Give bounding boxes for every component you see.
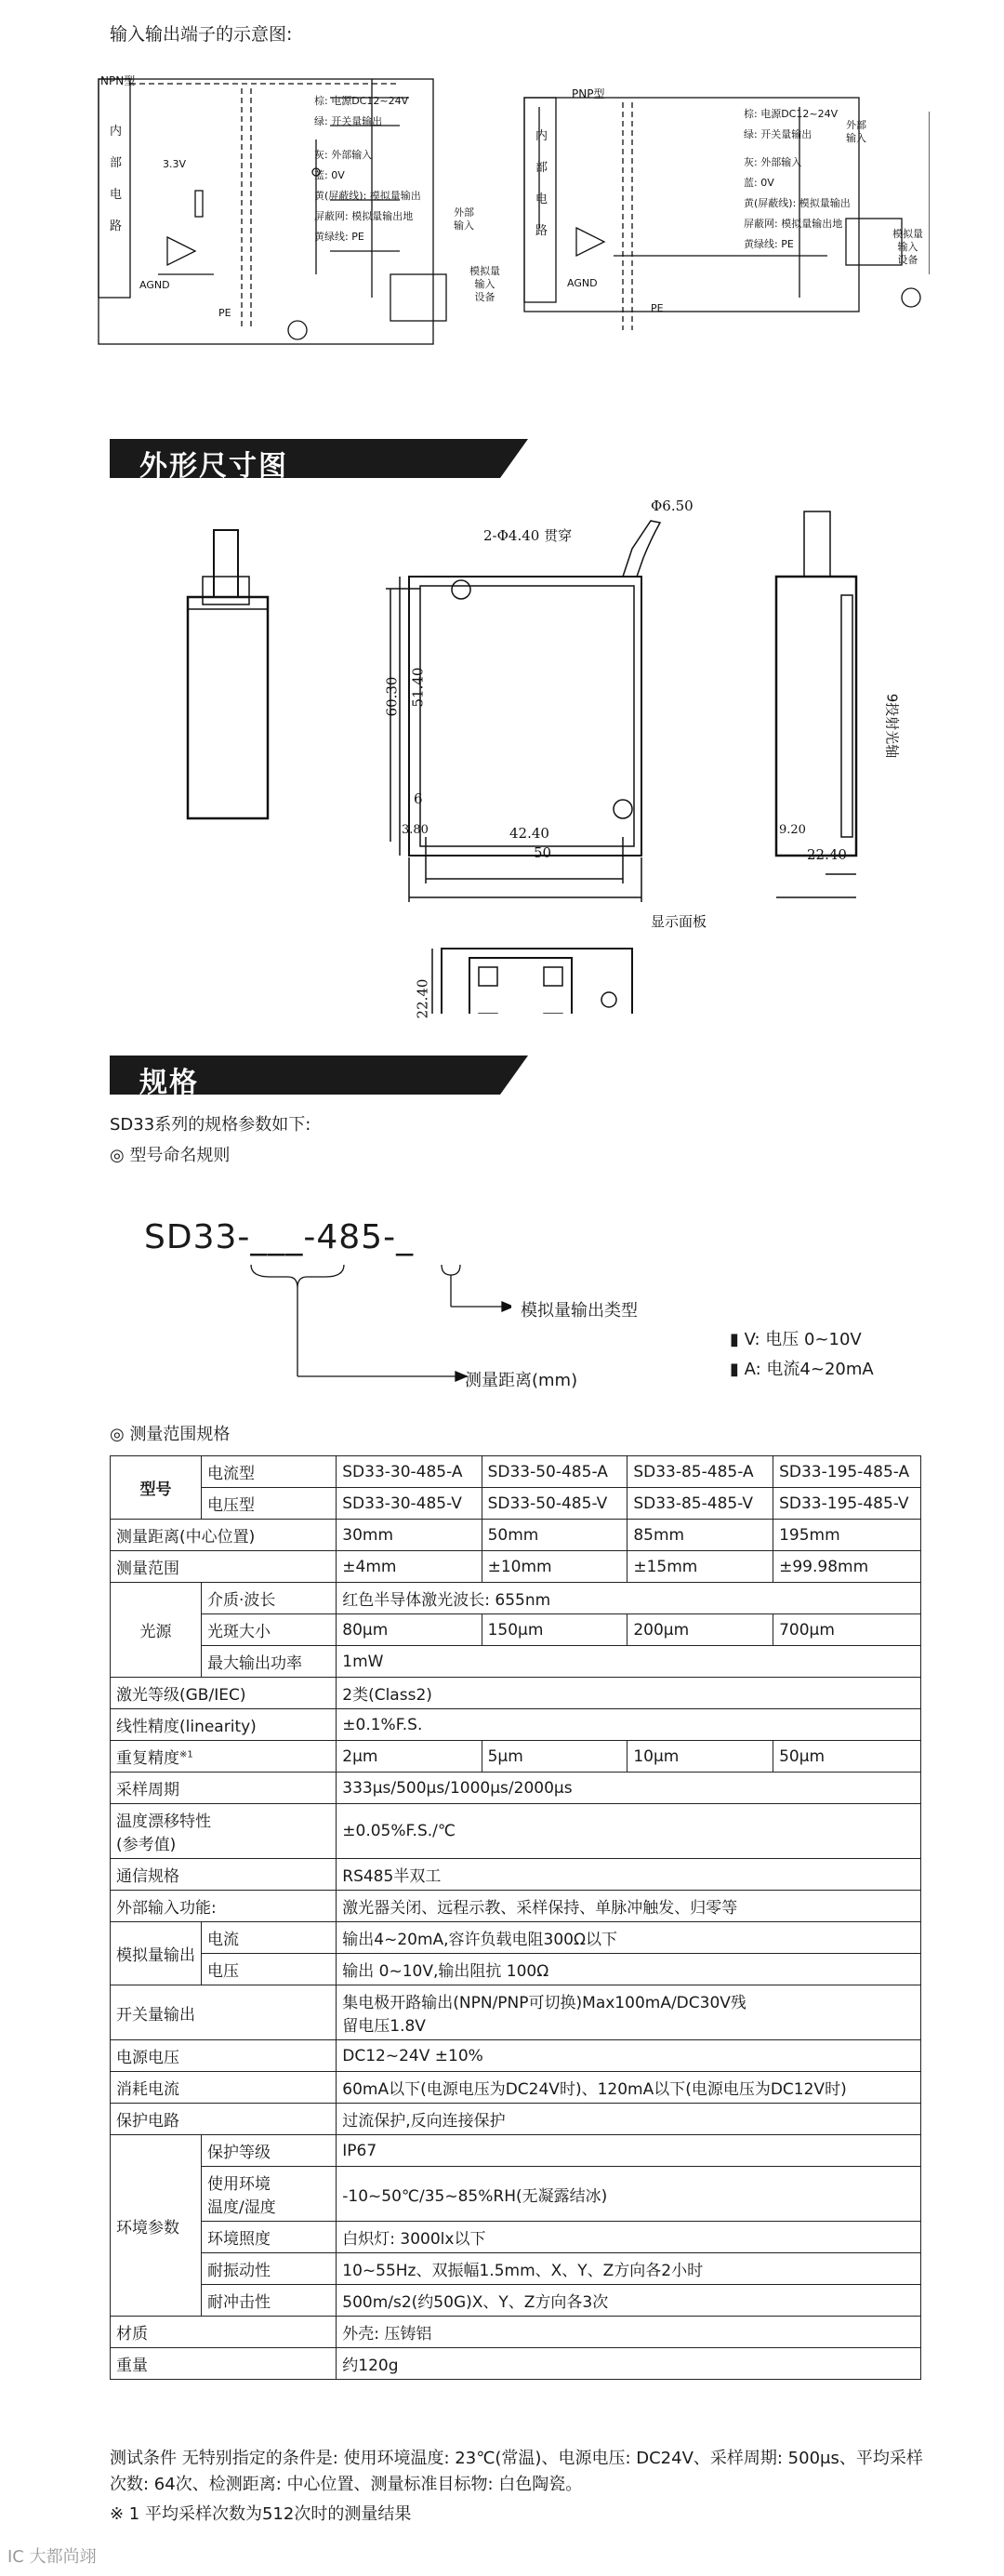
cell-linearity: 线性精度(linearity) xyxy=(111,1709,337,1741)
npn-agnd: AGND xyxy=(139,279,170,291)
npn-3v3: 3.3V xyxy=(163,158,187,170)
cell: ±10mm xyxy=(482,1551,628,1583)
cell: 白炽灯: 3000lx以下 xyxy=(337,2222,921,2253)
test-conditions-note: 测试条件 无特别指定的条件是: 使用环境温度: 23℃(常温)、电源电压: DC24V、采样周期: 500μs、平均采样次数: 64次、检测距离: 中心位置、测量标准目标物: 白色陶瓷。 xyxy=(110,2449,923,2494)
dim-51-40: 51.40 xyxy=(409,667,427,708)
dim-9-20: 9.20 xyxy=(779,823,806,837)
cell-use-env: 使用环境 温度/湿度 xyxy=(202,2167,337,2222)
cell: 5μm xyxy=(482,1741,628,1773)
cell: 10~55Hz、双振幅1.5mm、X、Y、Z方向各2小时 xyxy=(337,2253,921,2285)
cell: ±99.98mm xyxy=(773,1551,921,1583)
cell: ±0.1%F.S. xyxy=(337,1709,921,1741)
cell: 2μm xyxy=(337,1741,482,1773)
cell-protect: 保护电路 xyxy=(111,2104,337,2135)
cell-cycle: 采样周期 xyxy=(111,1773,337,1804)
cell: 外壳: 压铸铝 xyxy=(337,2317,921,2348)
pnp-agnd: AGND xyxy=(567,277,598,289)
cell-distance: 测量距离(中心位置) xyxy=(111,1520,337,1551)
dim-22-40: 22.40 xyxy=(807,846,847,863)
dimension-drawings xyxy=(93,493,930,1014)
footnote: ※ 1 平均采样次数为512次时的测量结果 xyxy=(110,2504,412,2524)
watermark: IC 大都尚翊 xyxy=(7,2547,97,2567)
cell: 195mm xyxy=(773,1520,921,1551)
cell: SD33-85-485-A xyxy=(628,1456,773,1488)
cell: 激光器关闭、远程示教、采样保持、单脉冲触发、归零等 xyxy=(337,1891,921,1922)
cell-analog: 模拟量输出 xyxy=(111,1922,202,1985)
cell: -10~50℃/35~85%RH(无凝露结冰) xyxy=(337,2167,921,2222)
npn-internal: 内 部 电 路 xyxy=(110,125,123,233)
npn-ext-input: 外部 输入 xyxy=(454,206,474,232)
dim-42-40: 42.40 xyxy=(509,825,549,842)
cell: 200μm xyxy=(628,1614,773,1646)
cell-ext: 外部输入功能: xyxy=(111,1891,337,1922)
cell: SD33-50-485-V xyxy=(482,1488,628,1520)
cell: 80μm xyxy=(337,1614,482,1646)
cell: 700μm xyxy=(773,1614,921,1646)
cell: 333μs/500μs/1000μs/2000μs xyxy=(337,1773,921,1804)
cell: 50mm xyxy=(482,1520,628,1551)
cell: 10μm xyxy=(628,1741,773,1773)
cell-shock: 耐冲击性 xyxy=(202,2285,337,2317)
cell-env: 环境参数 xyxy=(111,2135,202,2317)
io-diagram-title: 输入输出端子的示意图: xyxy=(110,24,293,45)
cell-voltage-type: 电压型 xyxy=(202,1488,337,1520)
cell-vol: 电压 xyxy=(202,1954,337,1985)
cell: 过流保护,反向连接保护 xyxy=(337,2104,921,2135)
cell-current-type: 电流型 xyxy=(202,1456,337,1488)
cell: SD33-50-485-A xyxy=(482,1456,628,1488)
spec-intro: SD33系列的规格参数如下: xyxy=(110,1115,311,1135)
dimensions-banner: 外形尺寸图 xyxy=(110,439,528,478)
cell: 输出4~20mA,容许负载电阻300Ω以下 xyxy=(337,1922,921,1954)
cell: 30mm xyxy=(337,1520,482,1551)
pnp-analog-device: 模拟量 输入 设备 xyxy=(892,228,923,266)
cell-laser-class: 激光等级(GB/IEC) xyxy=(111,1678,337,1709)
dim-hole: 2-Φ4.40 贯穿 xyxy=(483,527,573,544)
pnp-ext-input: 外部 输入 xyxy=(846,119,866,144)
display-panel-label: 显示面板 xyxy=(651,913,707,930)
dim-6: 6 xyxy=(414,790,423,807)
spec-banner: 规格 xyxy=(110,1056,528,1095)
spec-table xyxy=(110,1455,921,2380)
cell: 60mA以下(电源电压为DC24V时)、120mA以下(电源电压为DC12V时) xyxy=(337,2072,921,2104)
npn-analog-device: 模拟量 输入 设备 xyxy=(469,265,500,303)
cell: 500m/s2(约50G)X、Y、Z方向各3次 xyxy=(337,2285,921,2317)
cell: 输出 0~10V,输出阻抗 100Ω xyxy=(337,1954,921,1985)
dim-cable: Φ6.50 xyxy=(651,498,694,514)
cell: ±4mm xyxy=(337,1551,482,1583)
npn-type: NPN型 xyxy=(100,74,136,87)
pnp-terminal-labels: 棕: 电源DC12~24V 绿: 开关量输出 灰: 外部输入 蓝: 0V 黄(屏蔽线): 模拟量输出 屏蔽网: 模拟量输出地 黄绿线: PE xyxy=(744,108,851,250)
cell: RS485半双工 xyxy=(337,1859,921,1891)
cell-supply: 电源电压 xyxy=(111,2040,337,2072)
cell: 红色半导体激光波长: 655nm xyxy=(337,1583,921,1614)
dim-22-40-b: 22.40 xyxy=(414,978,431,1019)
cell-range: 测量范围 xyxy=(111,1551,337,1583)
cell-power: 最大输出功率 xyxy=(202,1646,337,1678)
dim-side-axis: 9投射光轴 xyxy=(883,693,901,759)
cell-material: 材质 xyxy=(111,2317,337,2348)
model-code: SD33-___-485-_ xyxy=(144,1218,415,1256)
pnp-type: PNP型 xyxy=(572,87,605,100)
cell: 85mm xyxy=(628,1520,773,1551)
cell: 50μm xyxy=(773,1741,921,1773)
cell-drift: 温度漂移特性 (参考值) xyxy=(111,1804,337,1859)
cell: 2类(Class2) xyxy=(337,1678,921,1709)
distance-label: 测量距离(mm) xyxy=(465,1371,578,1390)
cell: SD33-195-485-A xyxy=(773,1456,921,1488)
cell-comm: 通信规格 xyxy=(111,1859,337,1891)
cell: ±0.05%F.S./℃ xyxy=(337,1804,921,1859)
cell: SD33-85-485-V xyxy=(628,1488,773,1520)
npn-terminal-labels: 棕: 电源DC12~24V 绿: 开关量输出 灰: 外部输入 蓝: 0V 黄(屏蔽线): 模拟量输出 屏蔽网: 模拟量输出地 黄绿线: PE xyxy=(314,95,421,243)
cell: DC12~24V ±10% xyxy=(337,2040,921,2072)
dim-3-80: 3.80 xyxy=(402,823,429,837)
dim-50: 50 xyxy=(534,844,552,861)
cell: IP67 xyxy=(337,2135,921,2167)
cell: 约120g xyxy=(337,2348,921,2380)
cell: ±15mm xyxy=(628,1551,773,1583)
npn-pe: PE xyxy=(218,307,231,319)
cell-cur: 电流 xyxy=(202,1922,337,1954)
cell-spot: 光斑大小 xyxy=(202,1614,337,1646)
cell: 150μm xyxy=(482,1614,628,1646)
cell-ip: 保护等级 xyxy=(202,2135,337,2167)
cell-lux: 环境照度 xyxy=(202,2222,337,2253)
analog-type-label: 模拟量输出类型 xyxy=(521,1301,638,1321)
cell-repeat: 重复精度$^{※1}$ xyxy=(111,1741,337,1773)
cell-medium: 介质·波长 xyxy=(202,1583,337,1614)
cell: SD33-195-485-V xyxy=(773,1488,921,1520)
range-title: ◎ 测量范围规格 xyxy=(110,1425,231,1444)
cell: SD33-30-485-V xyxy=(337,1488,482,1520)
cell-model: 型号 xyxy=(111,1456,202,1520)
cell: 1mW xyxy=(337,1646,921,1678)
cell: 集电极开路输出(NPN/PNP可切换)Max100mA/DC30V残 留电压1.8V xyxy=(337,1985,921,2040)
output-options: ▮ V: 电压 0~10V ▮ A: 电流4~20mA xyxy=(730,1330,874,1379)
dim-60-30: 60.30 xyxy=(383,676,401,717)
cell-consume: 消耗电流 xyxy=(111,2072,337,2104)
cell: SD33-30-485-A xyxy=(337,1456,482,1488)
pnp-internal: 内 部 电 路 xyxy=(535,129,548,238)
naming-title: ◎ 型号命名规则 xyxy=(110,1146,231,1165)
cell-weight: 重量 xyxy=(111,2348,337,2380)
pnp-pe: PE xyxy=(651,302,664,314)
cell-light: 光源 xyxy=(111,1583,202,1678)
cell-switch: 开关量输出 xyxy=(111,1985,337,2040)
cell-vib: 耐振动性 xyxy=(202,2253,337,2285)
